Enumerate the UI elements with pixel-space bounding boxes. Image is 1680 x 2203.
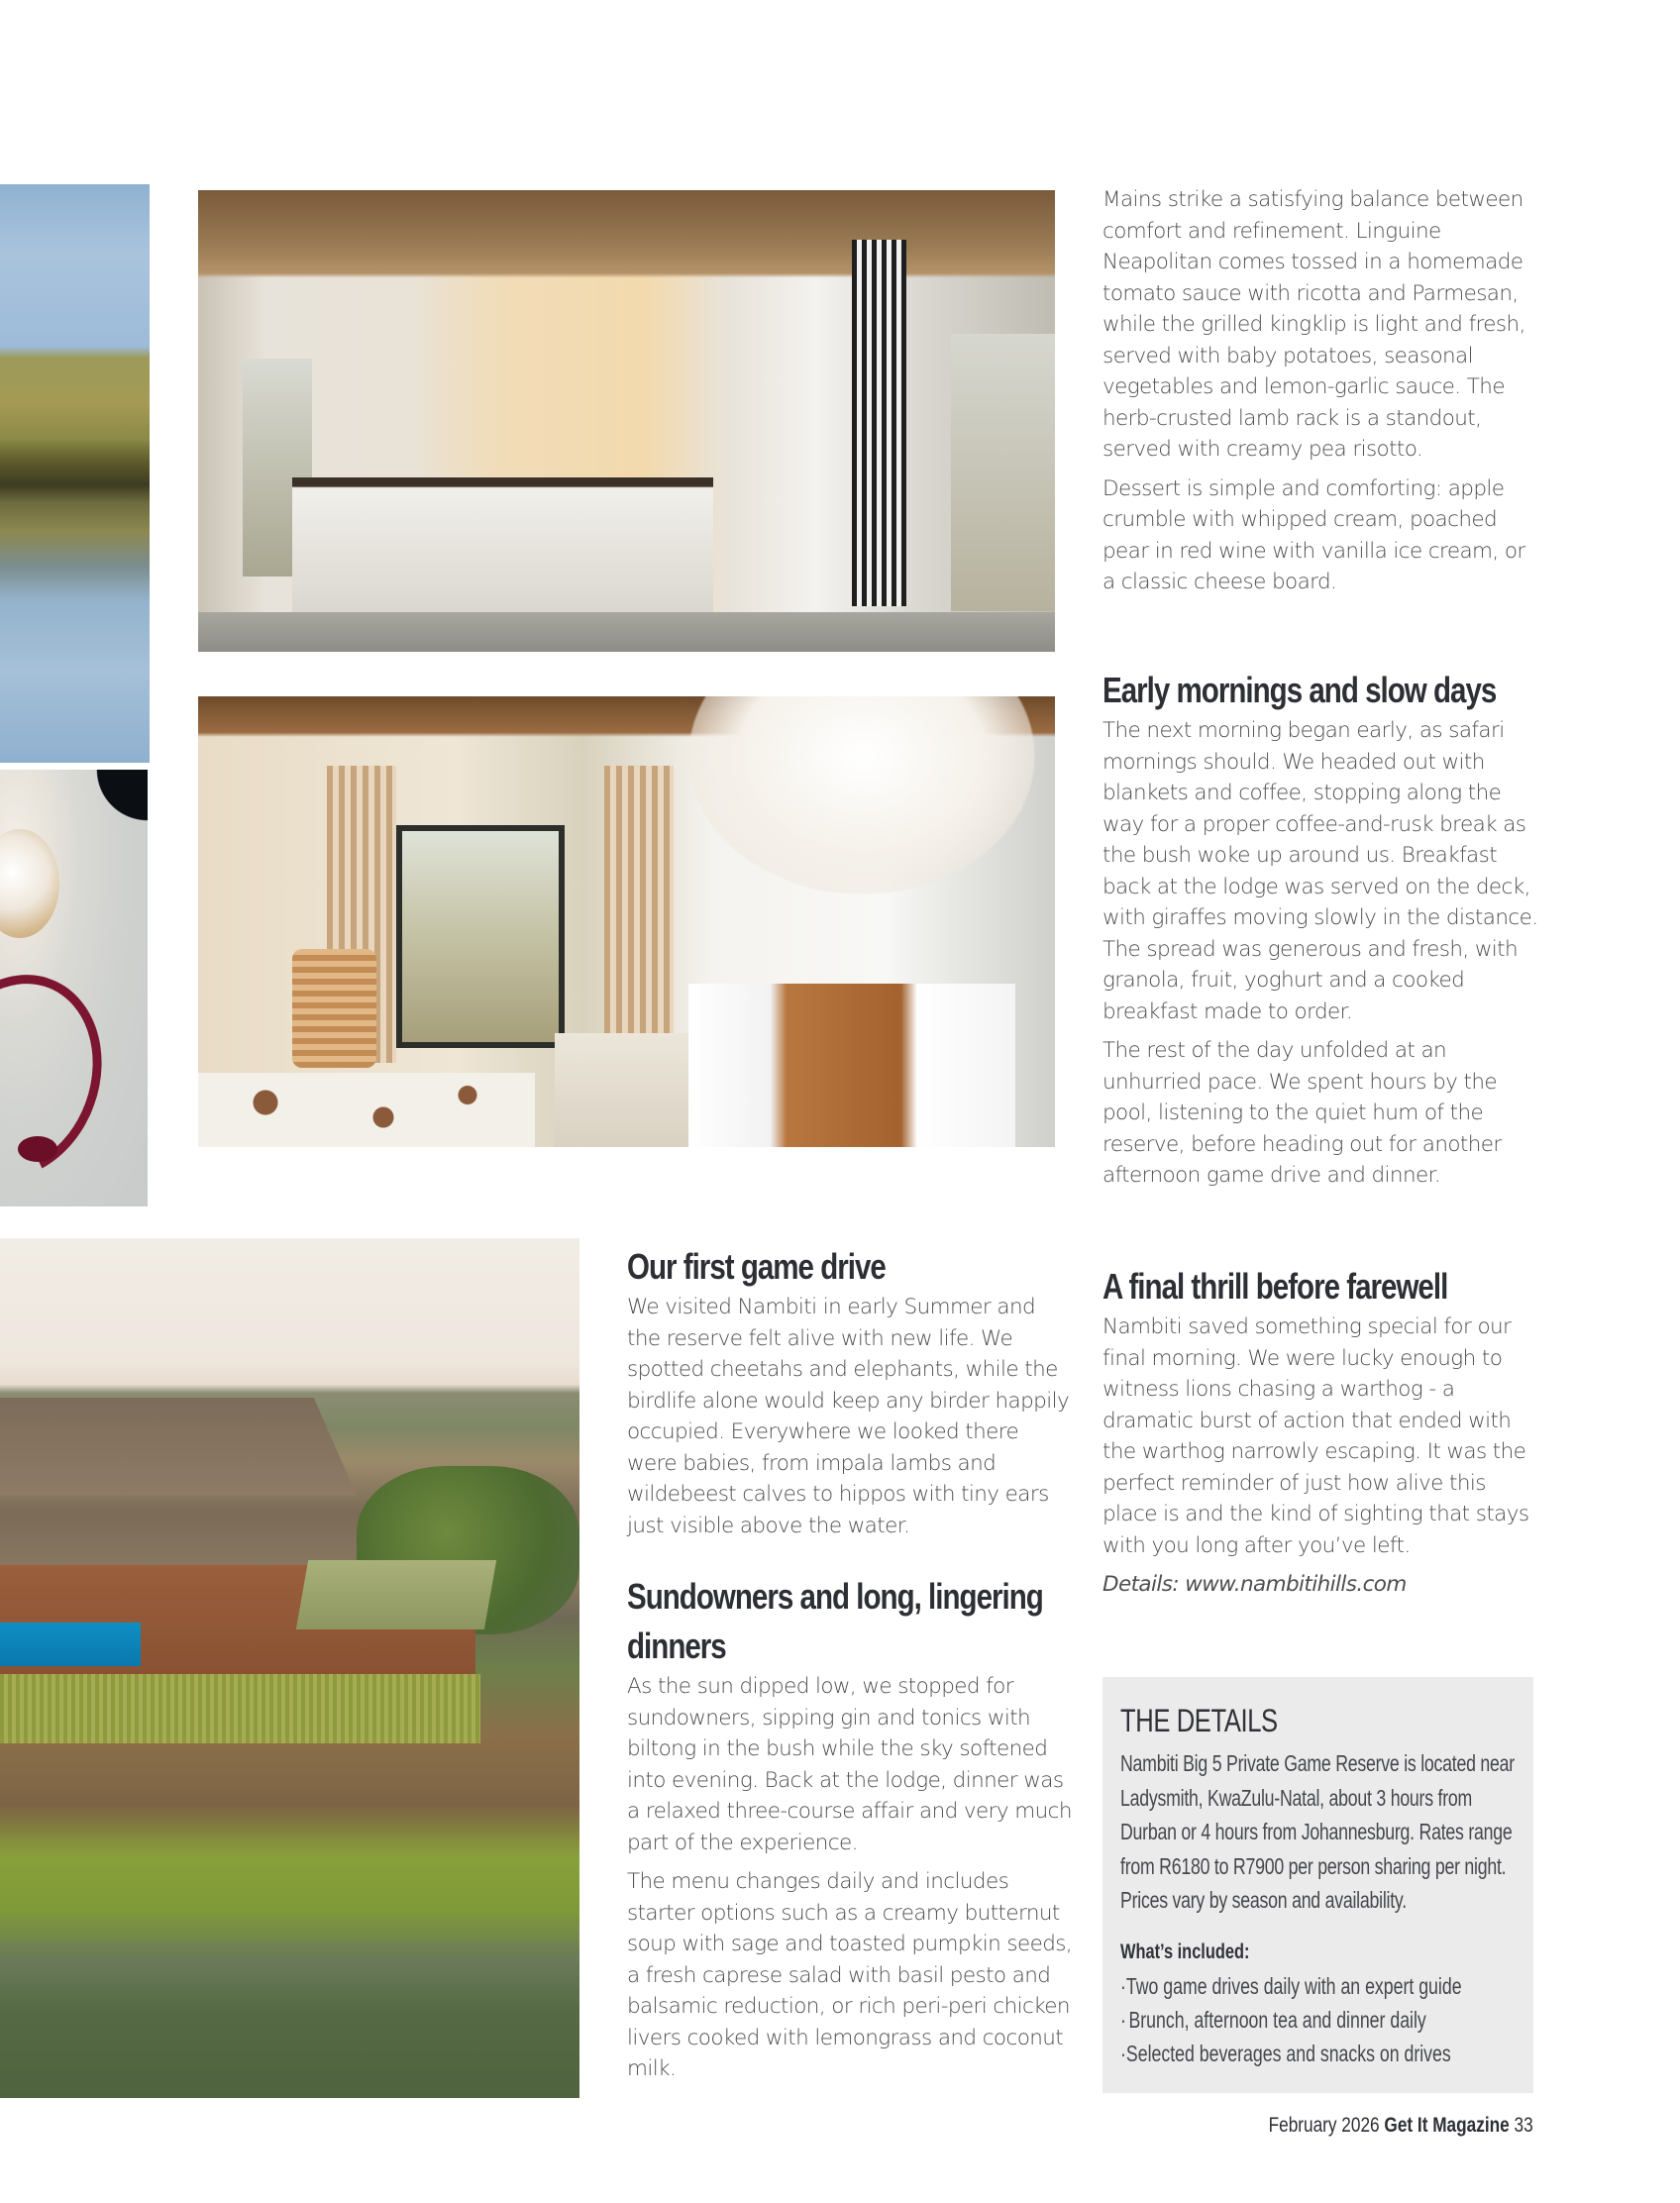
coulis-drop-shape xyxy=(18,1136,57,1162)
section-sundowners xyxy=(627,1572,1073,2085)
mosquito-net xyxy=(688,696,1035,894)
cowhide-rug xyxy=(198,1073,535,1147)
bar-interior-photo xyxy=(198,190,1055,652)
thatched-roof xyxy=(0,1387,357,1496)
bedroom-photo xyxy=(198,696,1055,1147)
bar-window-right xyxy=(951,334,1055,611)
ice-cream-scoop-shape xyxy=(0,829,59,938)
bullet-icon: · xyxy=(1120,1972,1126,1999)
section-heading: Our first game drive xyxy=(627,1246,886,1287)
whats-included-title: What’s included: xyxy=(1120,1940,1250,1963)
swimming-pool xyxy=(0,1623,141,1666)
drape-right xyxy=(604,766,674,1063)
included-item: · Brunch, afternoon tea and dinner daily xyxy=(1120,2003,1426,2037)
section-final-thrill xyxy=(1102,1262,1543,1601)
lake-landscape-photo xyxy=(0,184,150,763)
bar-floor xyxy=(198,612,1055,652)
stone-bar-counter xyxy=(292,477,713,626)
details-title: THE DETAILS xyxy=(1120,1703,1278,1738)
bedspread xyxy=(688,984,1015,1147)
pergola xyxy=(296,1560,496,1629)
body-paragraph: As the sun dipped low, we stopped for sundowners, sipping gin and tonics with biltong in the bush while the sky softened into evening. Back at the lodge, dinner was a relaxed three-course affair and very much part of the experience. xyxy=(627,1674,1072,1855)
details-website-link[interactable]: Details: www.nambitihills.com xyxy=(1102,1572,1407,1597)
lodge-aerial-photo xyxy=(0,1238,579,2098)
body-paragraph: The rest of the day unfolded at an unhurried pace. We spent hours by the pool, listening to the quiet hum of the reserve, before heading out for another afternoon game drive and dinner. xyxy=(1102,1038,1502,1188)
section-heading: Sundowners and long, lingering dinners xyxy=(627,1576,1043,1666)
plate-rim-shape xyxy=(78,770,148,829)
section-heading: Early mornings and slow days xyxy=(1102,670,1497,710)
patterned-curtain xyxy=(852,240,906,606)
coulis-swirl-shape xyxy=(0,950,130,1203)
details-sidebar-box xyxy=(1102,1677,1533,2093)
body-paragraph: The next morning began early, as safari mornings should. We headed out with blankets and coffee, stopping along the way for a proper coffee-and-rusk break as the bush woke up around us. Breakfast back at the lodge was served on the deck, with giraffes moving slowly in the distance. The spread was generous and fresh, with granola, fruit, yoghurt and a cooked breakfast made to order. xyxy=(1102,718,1538,1024)
body-paragraph: Nambiti saved something special for our final morning. We were lucky enough to witness lions chasing a warthog - a dramatic burst of action that ended with the warthog narrowly escaping. It was the perfect reminder of just how alive this place is and the kind of sighting that stays with you long after you’ve left. xyxy=(1102,1314,1529,1558)
section-early-mornings xyxy=(1102,666,1543,1192)
wicker-chair xyxy=(292,949,376,1068)
reed-screen xyxy=(0,1674,480,1743)
body-paragraph: The menu changes daily and includes starter options such as a creamy butternut soup with sage and toasted pumpkin seeds, a fresh caprese salad with basil pesto and balsamic reduction, or rich peri-peri chicken livers cooked with lemongrass and coconut milk. xyxy=(627,1869,1073,2081)
mains-paragraph: Mains strike a satisfying balance between comfort and refinement. Linguine Neapolitan comes tossed in a homemade tomato sauce with ricotta and Parmesan, while the grilled kingklip is light and fresh, served with baby potatoes, seasonal vegetables and lemon-garlic sauce. The herb-crusted lamb rack is a standout, served with creamy pea risotto. xyxy=(1102,187,1525,462)
section-first-game-drive xyxy=(627,1242,1073,1541)
included-item: · Two game drives daily with an expert guide xyxy=(1120,1969,1426,2003)
included-list xyxy=(1120,1969,1518,2070)
bullet-icon: · xyxy=(1120,2040,1126,2066)
included-item: · Selected beverages and snacks on drives xyxy=(1120,2037,1426,2070)
footer-issue: February 2026 xyxy=(1268,2114,1380,2137)
dessert-photo xyxy=(0,770,148,1206)
page-footer xyxy=(1269,2114,1533,2138)
section-heading: A final thrill before farewell xyxy=(1102,1266,1448,1307)
sliding-door xyxy=(396,825,565,1048)
details-text: Nambiti Big 5 Private Game Reserve is located near Ladysmith, KwaZulu-Natal, about 3 hours from Durban or 4 hours from Johannesburg. Rates range from R6180 to R7900 per person sharing per night. Prices vary by season and availability. xyxy=(1120,1750,1515,1913)
dessert-paragraph: Dessert is simple and comforting: apple crumble with whipped cream, poached pear in red wine with vanilla ice cream, or a classic cheese board. xyxy=(1102,475,1525,594)
footer-magazine: Get It Magazine xyxy=(1384,2114,1511,2137)
bullet-icon: · xyxy=(1120,2006,1126,2033)
footer-page-number: 33 xyxy=(1514,2114,1533,2137)
body-paragraph: We visited Nambiti in early Summer and the reserve felt alive with new life. We spotted cheetahs and elephants, while the birdlife alone would keep any birder happily occupied. Everywhere we looked there were babies, from impala lambs and wildebeest calves to hippos with tiny ears just visible above the water. xyxy=(627,1295,1070,1538)
right-column-top xyxy=(1102,184,1543,598)
bed-bench xyxy=(555,1033,698,1147)
